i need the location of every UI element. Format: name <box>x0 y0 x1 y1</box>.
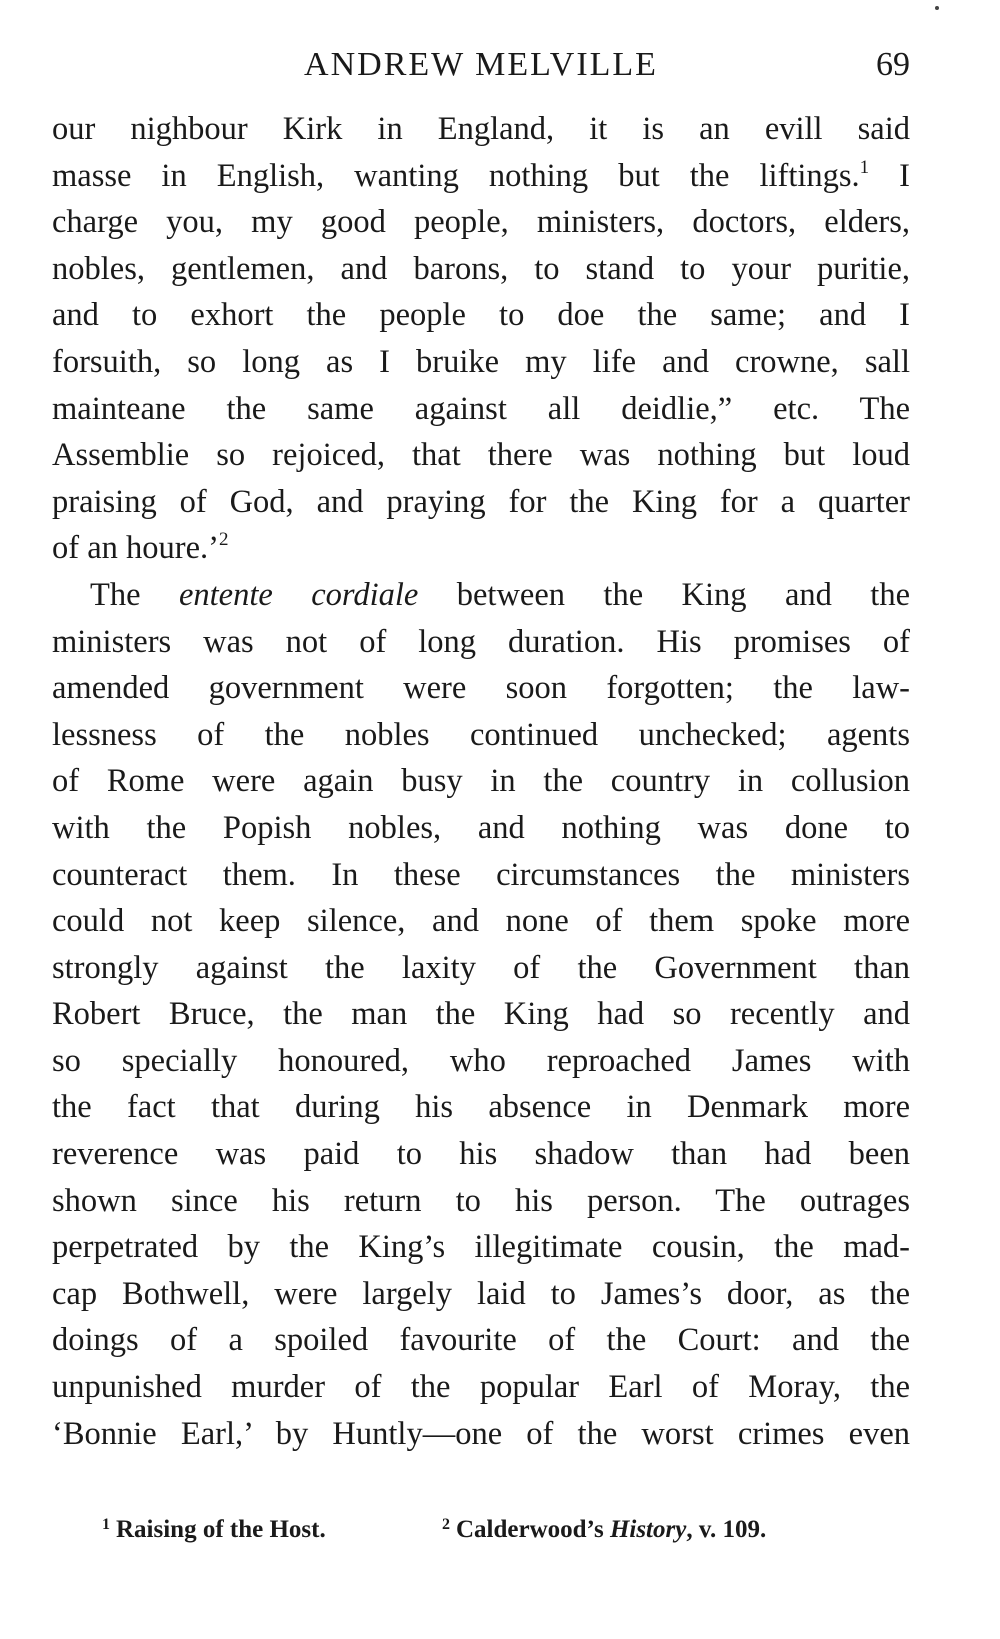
text-line: praising of God, and praying for the King for a quarter <box>52 483 910 520</box>
text-line: our nighbour Kirk in England, it is an evill said <box>52 111 910 147</box>
text-line: strongly against the laxity of the Government than <box>52 949 910 986</box>
text-line: amended government were soon forgotten; the law- <box>52 670 910 707</box>
text-line: and to exhort the people to doe the same; and I <box>52 297 910 334</box>
footnote-italic-title: History <box>609 1516 687 1543</box>
line-text: I <box>899 157 910 194</box>
text-line: so specially honoured, who reproached James with <box>52 1042 910 1079</box>
line-text: between the King and the <box>456 576 910 613</box>
line-text: masse in English, wanting nothing but the liftings. <box>52 157 860 194</box>
text-line: lessness of the nobles continued unchecked; agents <box>52 716 910 753</box>
running-head <box>52 40 910 90</box>
footnote-ref-1: 1 <box>859 156 870 178</box>
paragraph-1 <box>52 106 910 572</box>
text-line <box>52 153 910 200</box>
text-line: doings of a spoiled favourite of the Court: and the <box>52 1322 910 1359</box>
text-line: ‘Bonnie Earl,’ by Huntly—one of the worst crimes even <box>52 1415 910 1452</box>
text-line: nobles, gentlemen, and barons, to stand to your puritie, <box>52 250 910 287</box>
text-line <box>52 572 910 619</box>
text-line: ministers was not of long duration. His promises of <box>52 623 910 660</box>
text-line: charge you, my good people, ministers, doctors, elders, <box>52 204 910 241</box>
text-line <box>52 525 910 572</box>
footnote-ref-2: 2 <box>218 529 229 551</box>
text-line: reverence was paid to his shadow than had been <box>52 1136 910 1173</box>
line-text: of an houre.’ <box>52 530 219 567</box>
text-line: could not keep silence, and none of them spoke more <box>52 903 910 940</box>
footnote-text: Calderwood’s <box>456 1516 604 1543</box>
paragraph-2 <box>52 572 910 1457</box>
text-line: cap Bothwell, were largely laid to James’s door, as the <box>52 1275 910 1312</box>
footnote-marker: 1 <box>102 1516 110 1533</box>
text-line: mainteane the same against all deidlie,” etc. The <box>52 390 910 427</box>
text-line: of Rome were again busy in the country in collusion <box>52 763 910 800</box>
text-line: the fact that during his absence in Denmark more <box>52 1089 910 1126</box>
text-line: forsuith, so long as I bruike my life and crowne, sall <box>52 343 910 380</box>
line-text: The <box>90 576 141 613</box>
print-speck <box>935 6 939 10</box>
text-line: Assemblie so rejoiced, that there was nothing but loud <box>52 437 910 474</box>
page-number: 69 <box>876 46 910 83</box>
italic-phrase: entente cordiale <box>178 576 419 613</box>
text-line: with the Popish nobles, and nothing was done to <box>52 809 910 846</box>
text-line: perpetrated by the King’s illegitimate cousin, the mad- <box>52 1229 910 1266</box>
text-line: unpunished murder of the popular Earl of Moray, the <box>52 1369 910 1406</box>
text-line: counteract them. In these circumstances the ministers <box>52 856 910 893</box>
body-text <box>52 106 910 1457</box>
footnote-text: , v. 109. <box>686 1516 767 1543</box>
running-title: ANDREW MELVILLE <box>304 46 658 83</box>
text-line: shown since his return to his person. The outrages <box>52 1182 910 1219</box>
footnote-text: Raising of the Host. <box>116 1516 326 1543</box>
text-line: Robert Bruce, the man the King had so recently and <box>52 996 910 1033</box>
footnote-2 <box>442 1510 766 1550</box>
footnote-marker: 2 <box>442 1516 450 1533</box>
footnote-1 <box>102 1510 326 1550</box>
footnotes <box>52 1510 910 1550</box>
